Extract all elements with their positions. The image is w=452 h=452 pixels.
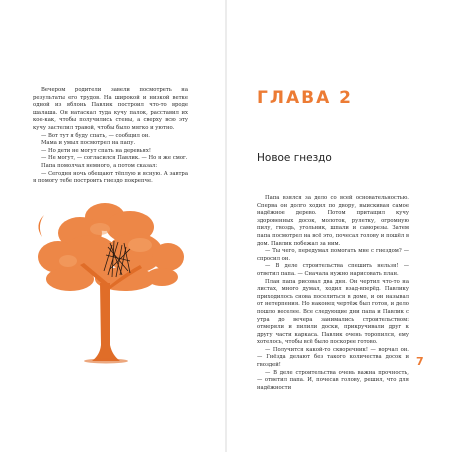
- paragraph: — Но дети не могут спать на деревьях!: [41, 147, 151, 154]
- right-page-text: [257, 195, 409, 392]
- section-title: Новое гнездо: [257, 152, 332, 164]
- moon-icon: [38, 215, 44, 237]
- paragraph: — Сегодня ночь обещают тёплую и ясную. А завтра я помогу тебе построить гнездо покрепче.: [33, 170, 188, 185]
- paragraph: — Не могут, — согласился Павлик. — Но я же смог.: [41, 155, 188, 162]
- chapter-title: ГЛАВА 2: [257, 88, 353, 108]
- paragraph: Вечером родители завели посмотреть на результаты его трудов. На широкой и низкой ветке одной из яблонь Павлик построил что-то вроде шалаша. Он натаскал туда кучу палок, расставил их кое-как, чтобы получились стены, а сверху всю эту кучу застелил травой, чтобы было мягко и уютно.: [33, 87, 188, 131]
- page-number: 7: [416, 355, 424, 368]
- left-page-text: [33, 87, 188, 186]
- ground-shadow: [84, 359, 128, 364]
- paragraph: — Получится какой-то скворечник! — ворчал он. — Гнёзда делают без такого количества досок и гвоздей!: [257, 346, 409, 369]
- paragraph: Мама и умыл посмотрел на папу.: [41, 140, 136, 147]
- paragraph: Папа помолчал немного, а потом сказал:: [41, 162, 158, 169]
- paragraph: План папа рисовал два дня. Он чертил что-то на листах, много думал, ходил взад-вперёд. Павлику приходилось снова поселиться в доме, и он называл от нетерпения. Но наконец чертёж был готов, и дело пошло веселее. Все следующие дни папа и Павлик с утра до вечера занимались строительством: отмеряли и пилили доски, прикручивали друг к другу части каркаса. Павлик очень торопился, ему хотелось, чтобы всё было поскорее готово.: [257, 278, 409, 346]
- paragraph: Папа взялся за дело со всей основательностью. Сперва он долго ходил по двору, выискивая самое надёжное дерево. Потом притащил кучу здоровенных досок, молоток, рулетку, огромную пилу, гвоздь, угольник, шпали и саморезы. Затем папа посмотрел на всё это, почесал голову и пошёл в дом. Павлик побежал за ним.: [257, 195, 409, 247]
- tree-illustration: [30, 195, 190, 370]
- paragraph: — В деле строительства очень важна прочность, — ответил папа. И, почесав голову, решил, что для надёжности: [257, 369, 409, 391]
- paragraph: — В деле строительства спешить нельзя! — ответил папа. — Сначала нужно нарисовать план.: [257, 263, 409, 277]
- paragraph: — Ты чего, передумал помогать мне с гнездом? — спросил он.: [257, 248, 409, 262]
- paragraph: — Вот тут я буду спать, — сообщил он.: [41, 132, 150, 139]
- tree-trunk: [92, 283, 120, 361]
